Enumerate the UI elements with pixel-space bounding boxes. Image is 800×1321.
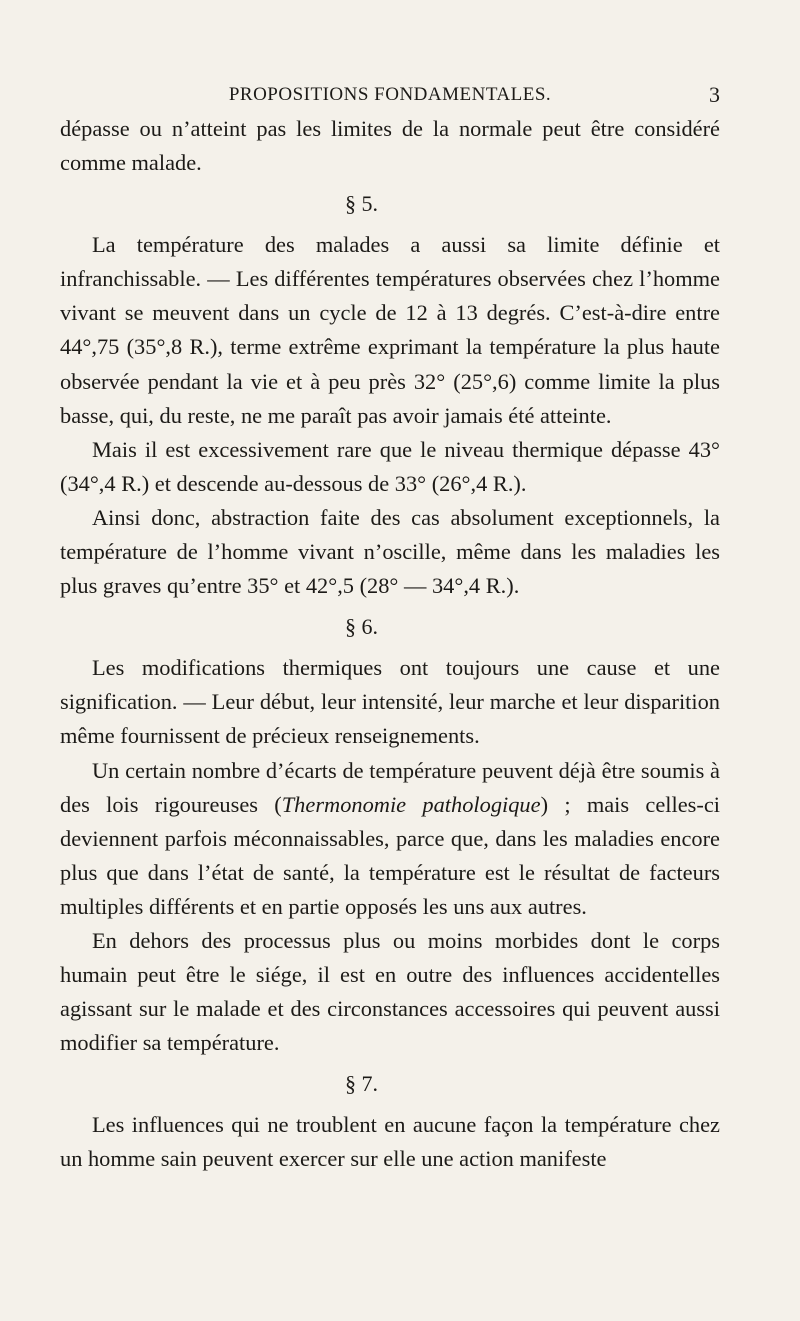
section-5-paragraph-3: Ainsi donc, abstraction faite des cas absolument exceptionnels, la température de l’homme vivant n’oscille, même dans les maladies les plus graves qu’entre 35° et 42°,5 (28° — 34°,4 R.).: [60, 504, 720, 599]
section-6-paragraph-1: Les modifications thermiques ont toujours une cause et une signification. — Leur début, leur intensité, leur marche et leur disparition même fournissent de précieux renseignements.: [60, 655, 720, 749]
section-6-paragraph-2: [60, 754, 720, 924]
section-7-heading: § 7.: [345, 1071, 378, 1097]
section-5-paragraph-1: La température des malades a aussi sa limite définie et infranchissable. — Les différentes températures observées chez l’homme vivant se meuvent dans un cycle de 12 à 13 degrés. C’est-à-dire entre 44°,75 (35°,8 R.), terme extrême exprimant la température la plus haute observée pendant la vie et à peu près 32° (25°,6) comme limite la plus basse, qui, du reste, ne me paraît pas avoir jamais été atteinte.: [60, 232, 720, 428]
page-number: 3: [709, 82, 720, 107]
section-5-paragraph-2: Mais il est excessivement rare que le niveau thermique dépasse 43° (34°,4 R.) et descende au-dessous de 33° (26°,4 R.).: [60, 436, 720, 496]
section-7-paragraph-1: Les influences qui ne troublent en aucune façon la température chez un homme sain peuvent exercer sur elle une action manifeste: [60, 1112, 720, 1172]
running-title: PROPOSITIONS FONDAMENTALES.: [228, 84, 552, 105]
section-6-paragraph-2-end: ) ; mais celles-ci deviennent parfois méconnaissables, parce que, dans les maladies encore plus que dans l’état de santé, la température est le résultat de facteurs multiples différents et en partie opposés les uns aux autres.: [60, 791, 720, 919]
section-6-paragraph-3: En dehors des processus plus ou moins morbides dont le corps humain peut être le siége, il est en outre des influences accidentelles agissant sur le malade et des circonstances accessoires qui peuvent aussi modifier sa température.: [60, 927, 720, 1056]
section-5-heading: § 5.: [345, 191, 378, 217]
thermonomie-term: Thermonomie pathologique: [281, 791, 541, 817]
section-6-paragraph-2-start: Un certain nombre d’écarts de température peuvent déjà être soumis à des lois rigoureuses (: [60, 757, 720, 817]
section-6-heading: § 6.: [345, 614, 378, 640]
continuation-paragraph: dépasse ou n’atteint pas les limites de la normale peut être considéré comme malade.: [60, 116, 720, 176]
text-block: [60, 112, 720, 1177]
running-head: [60, 84, 720, 114]
